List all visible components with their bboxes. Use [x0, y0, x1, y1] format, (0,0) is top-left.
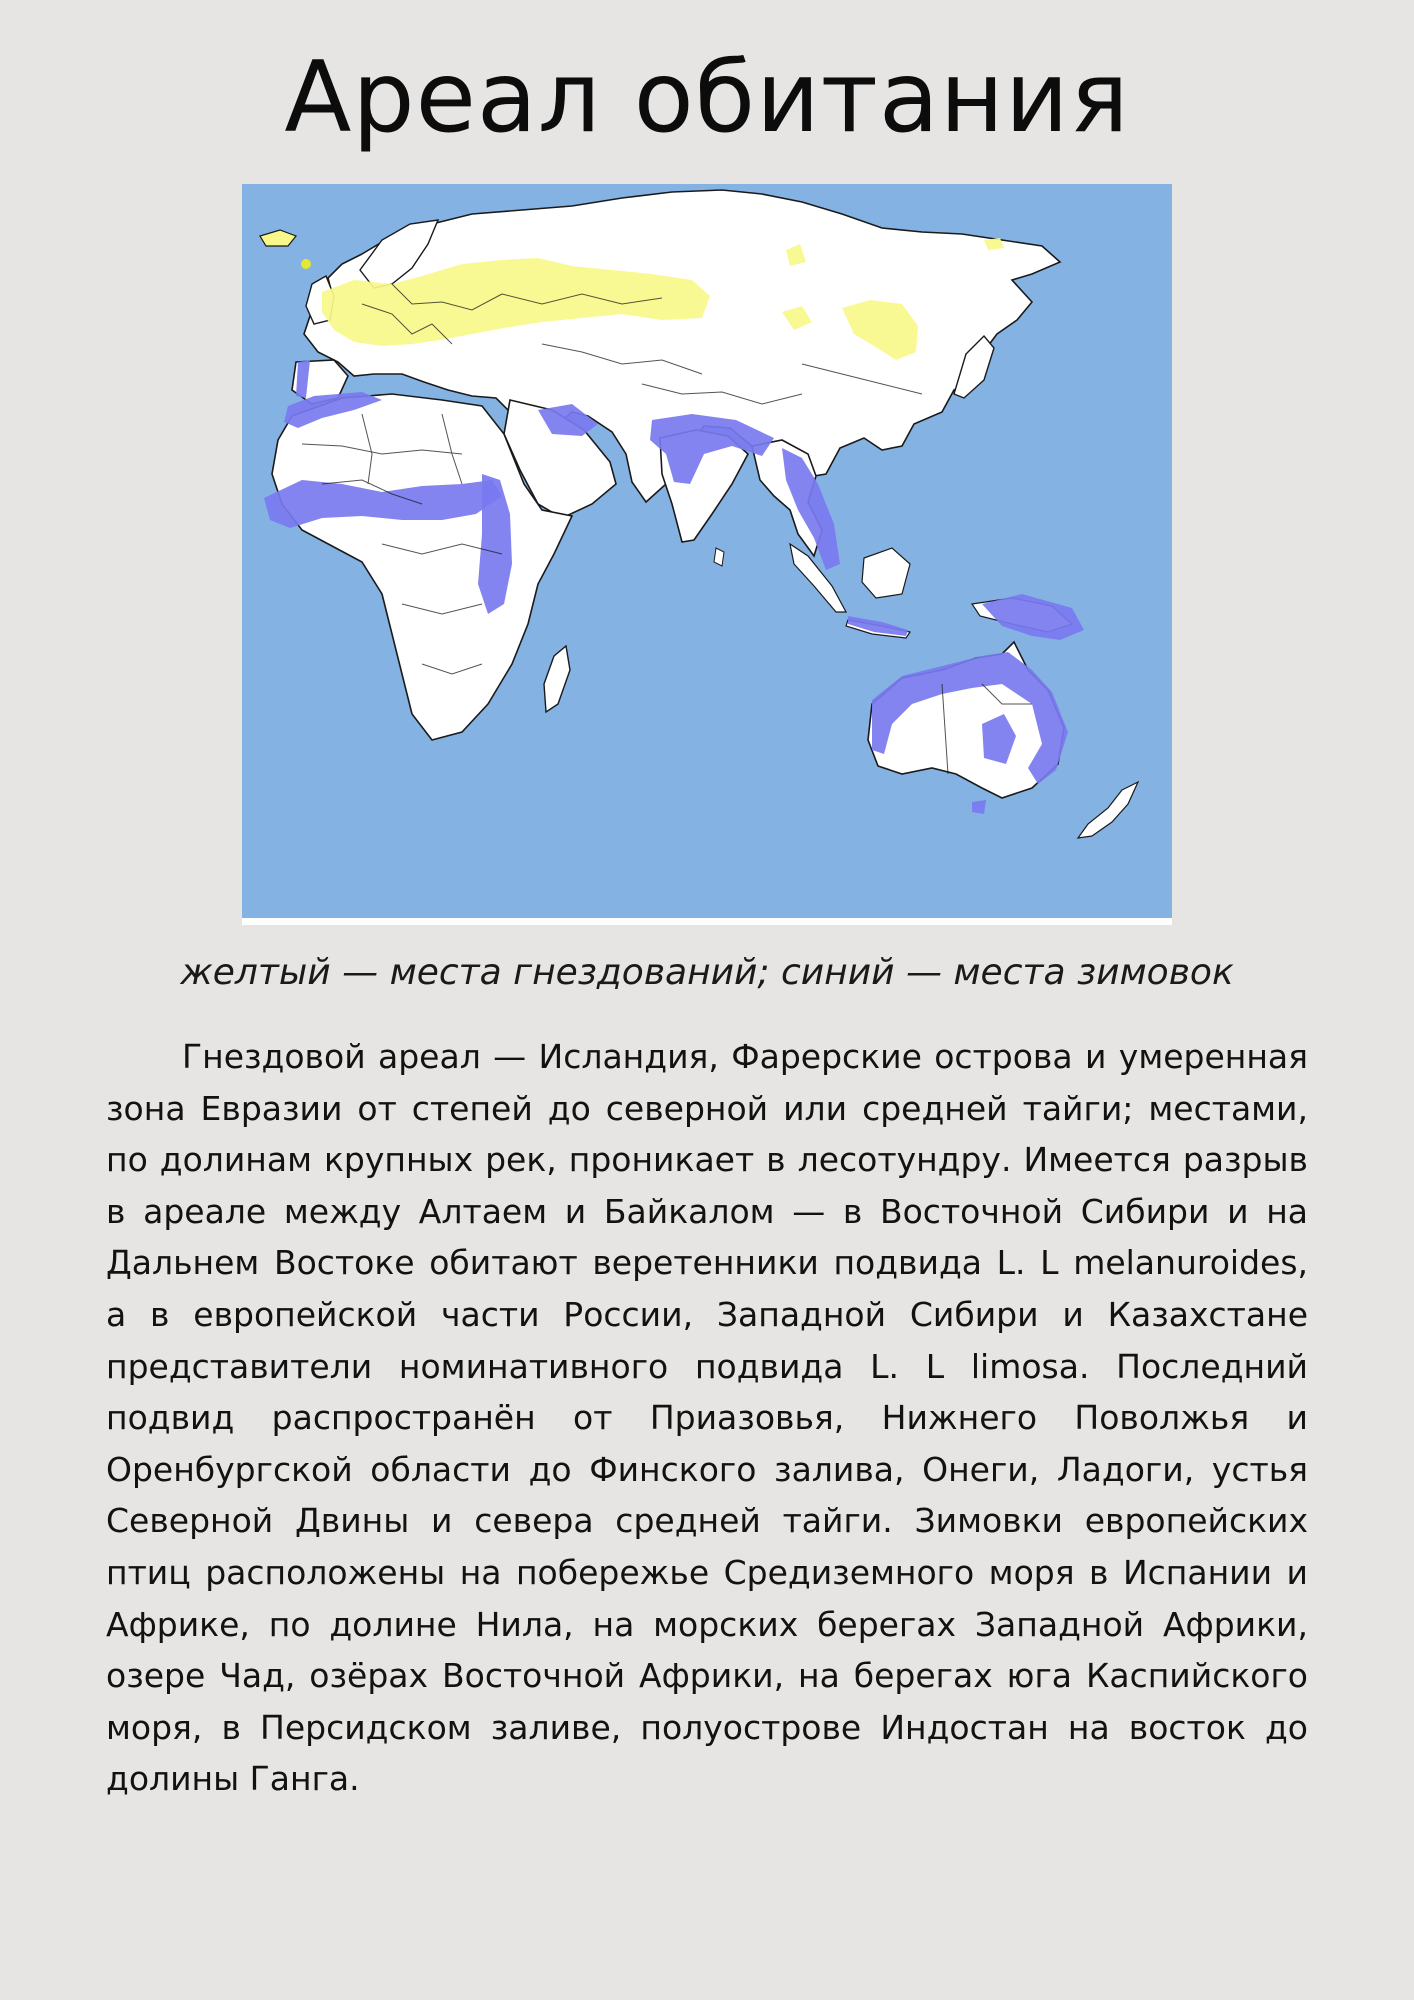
sri-lanka-land	[714, 548, 724, 566]
body-paragraph: Гнездовой ареал — Исландия, Фарерские острова и умеренная зона Евразии от степей до северной или средней тайги; местами, по долинам крупных рек, проникает в лесотундру. Имеется разрыв в ареале между Алтаем и Байкалом — в Восточной Сибири и на Дальнем Востоке обитают веретенники подвида L. L melanuroides, а в европейской части России, Западной Сибири и Казахстане представители номинативного подвида L. L limosa. Последний подвид распространён от Приазовья, Нижнего Поволжья и Оренбургской области до Финского залива, Онеги, Ладоги, устья Северной Двины и севера средней тайги. Зимовки европейских птиц расположены на побережье Средиземного моря в Испании и Африке, по долине Нила, на морских берегах Западной Африки, озере Чад, озёрах Восточной Африки, на берегах юга Каспийского моря, в Персидском заливе, полуострове Индостан на восток до долины Ганга.	[106, 1037, 1308, 1799]
range-map-figure	[242, 184, 1172, 925]
range-map	[242, 184, 1172, 925]
wintering-range-tasmania	[972, 800, 986, 814]
breeding-range-faroe-dot	[301, 259, 311, 269]
map-caption: желтый — места гнездований; синий — места зимовок	[180, 952, 1234, 993]
map-bottom-edge	[242, 918, 1172, 925]
page-title: Ареал обитания	[284, 41, 1130, 155]
